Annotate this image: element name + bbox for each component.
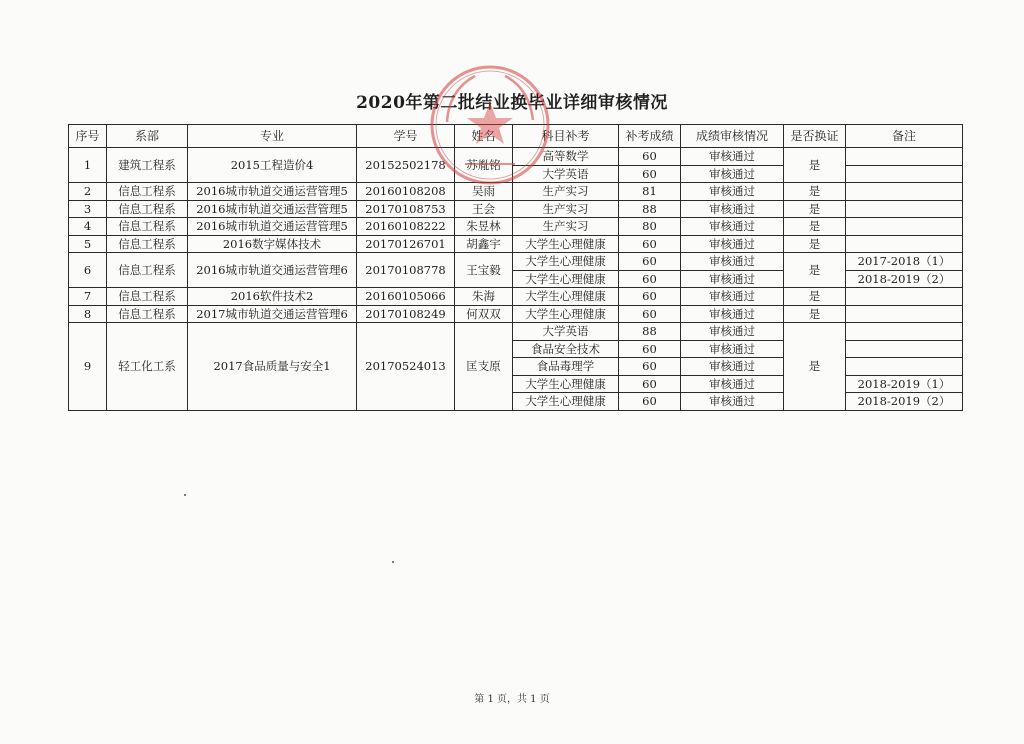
- document-title: 2020年第二批结业换毕业详细审核情况: [356, 93, 668, 113]
- cell-name: 王会: [455, 200, 513, 218]
- cell-major: 2017城市轨道交通运营管理6: [188, 305, 357, 323]
- cell-audit: 审核通过: [681, 305, 784, 323]
- cell-score: 60: [619, 288, 681, 306]
- cell-remark: [846, 305, 963, 323]
- cell-remark: [846, 235, 963, 253]
- cell-exchange: 是: [784, 305, 846, 323]
- cell-exchange: 是: [784, 253, 846, 288]
- cell-score: 81: [619, 183, 681, 201]
- cell-audit: 审核通过: [681, 323, 784, 341]
- cell-remark: [846, 183, 963, 201]
- cell-audit: 审核通过: [681, 183, 784, 201]
- cell-dept: 信息工程系: [107, 305, 188, 323]
- cell-subject: 大学英语: [513, 323, 619, 341]
- cell-student-id: 20152502178: [357, 148, 455, 183]
- cell-audit: 审核通过: [681, 288, 784, 306]
- cell-student-id: 20170126701: [357, 235, 455, 253]
- cell-audit: 审核通过: [681, 358, 784, 376]
- cell-remark: [846, 200, 963, 218]
- audit-table-body: [69, 148, 963, 411]
- page-footer: 第 1 页，共 1 页: [474, 694, 550, 705]
- cell-audit: 审核通过: [681, 165, 784, 183]
- scan-speck: [392, 561, 394, 563]
- header-student-id: 学号: [357, 125, 455, 148]
- cell-seq: 3: [69, 200, 107, 218]
- cell-score: 60: [619, 375, 681, 393]
- cell-audit: 审核通过: [681, 393, 784, 411]
- cell-student-id: 20170108249: [357, 305, 455, 323]
- cell-score: 60: [619, 148, 681, 166]
- cell-dept: 信息工程系: [107, 183, 188, 201]
- cell-seq: 5: [69, 235, 107, 253]
- cell-exchange: 是: [784, 288, 846, 306]
- cell-dept: 信息工程系: [107, 288, 188, 306]
- cell-audit: 审核通过: [681, 270, 784, 288]
- table-row: [69, 183, 963, 201]
- cell-seq: 4: [69, 218, 107, 236]
- header-audit: 成绩审核情况: [681, 125, 784, 148]
- cell-audit: 审核通过: [681, 148, 784, 166]
- cell-audit: 审核通过: [681, 253, 784, 271]
- cell-student-id: 20160108222: [357, 218, 455, 236]
- header-seq: 序号: [69, 125, 107, 148]
- table-row: [69, 200, 963, 218]
- cell-audit: 审核通过: [681, 340, 784, 358]
- cell-major: 2016城市轨道交通运营管理5: [188, 183, 357, 201]
- cell-score: 80: [619, 218, 681, 236]
- cell-dept: 信息工程系: [107, 253, 188, 288]
- header-score: 补考成绩: [619, 125, 681, 148]
- cell-remark: [846, 218, 963, 236]
- header-dept: 系部: [107, 125, 188, 148]
- cell-dept: 信息工程系: [107, 200, 188, 218]
- cell-score: 60: [619, 358, 681, 376]
- table-row: [69, 148, 963, 166]
- cell-dept: 建筑工程系: [107, 148, 188, 183]
- cell-remark: [846, 323, 963, 341]
- cell-subject: 大学生心理健康: [513, 253, 619, 271]
- cell-seq: 2: [69, 183, 107, 201]
- cell-exchange: 是: [784, 200, 846, 218]
- cell-major: 2017食品质量与安全1: [188, 323, 357, 411]
- cell-subject: 大学生心理健康: [513, 393, 619, 411]
- cell-score: 60: [619, 165, 681, 183]
- cell-exchange: 是: [784, 148, 846, 183]
- cell-student-id: 20170108778: [357, 253, 455, 288]
- cell-remark: [846, 165, 963, 183]
- cell-subject: 大学生心理健康: [513, 235, 619, 253]
- cell-subject: 生产实习: [513, 183, 619, 201]
- cell-subject: 大学英语: [513, 165, 619, 183]
- header-subject: 科目补考: [513, 125, 619, 148]
- cell-audit: 审核通过: [681, 218, 784, 236]
- cell-seq: 1: [69, 148, 107, 183]
- cell-remark: 2018-2019（2）: [846, 270, 963, 288]
- table-row: [69, 323, 963, 341]
- cell-name: 王宝毅: [455, 253, 513, 288]
- cell-score: 60: [619, 235, 681, 253]
- cell-subject: 大学生心理健康: [513, 375, 619, 393]
- cell-score: 88: [619, 200, 681, 218]
- cell-major: 2016城市轨道交通运营管理6: [188, 253, 357, 288]
- cell-exchange: 是: [784, 183, 846, 201]
- cell-major: 2016城市轨道交通运营管理5: [188, 200, 357, 218]
- cell-score: 60: [619, 253, 681, 271]
- cell-student-id: 20160108208: [357, 183, 455, 201]
- cell-dept: 信息工程系: [107, 235, 188, 253]
- cell-name: 匡支原: [455, 323, 513, 411]
- cell-seq: 8: [69, 305, 107, 323]
- cell-name: 朱海: [455, 288, 513, 306]
- cell-subject: 大学生心理健康: [513, 270, 619, 288]
- cell-seq: 7: [69, 288, 107, 306]
- cell-name: 胡鑫宇: [455, 235, 513, 253]
- header-remarks: 备注: [846, 125, 963, 148]
- cell-remark: [846, 288, 963, 306]
- header-row: [69, 125, 963, 148]
- header-name: 姓名: [455, 125, 513, 148]
- cell-score: 60: [619, 393, 681, 411]
- cell-subject: 食品安全技术: [513, 340, 619, 358]
- scan-speck: [184, 494, 186, 496]
- cell-remark: 2018-2019（1）: [846, 375, 963, 393]
- cell-name: 朱昱林: [455, 218, 513, 236]
- cell-subject: 大学生心理健康: [513, 288, 619, 306]
- cell-name: 何双双: [455, 305, 513, 323]
- header-major: 专业: [188, 125, 357, 148]
- header-exchange: 是否换证: [784, 125, 846, 148]
- cell-exchange: 是: [784, 323, 846, 411]
- audit-table: [68, 124, 963, 411]
- table-row: [69, 235, 963, 253]
- cell-student-id: 20160105066: [357, 288, 455, 306]
- table-row: [69, 253, 963, 271]
- cell-audit: 审核通过: [681, 200, 784, 218]
- table-row: [69, 305, 963, 323]
- cell-remark: 2017-2018（1）: [846, 253, 963, 271]
- cell-dept: 信息工程系: [107, 218, 188, 236]
- cell-score: 88: [619, 323, 681, 341]
- table-row: [69, 218, 963, 236]
- cell-subject: 高等数学: [513, 148, 619, 166]
- cell-exchange: 是: [784, 218, 846, 236]
- cell-student-id: 20170524013: [357, 323, 455, 411]
- cell-audit: 审核通过: [681, 235, 784, 253]
- cell-name: 吴雨: [455, 183, 513, 201]
- cell-audit: 审核通过: [681, 375, 784, 393]
- cell-major: 2016软件技术2: [188, 288, 357, 306]
- cell-exchange: 是: [784, 235, 846, 253]
- cell-major: 2016数字媒体技术: [188, 235, 357, 253]
- cell-remark: [846, 340, 963, 358]
- cell-name: 苏胤铭: [455, 148, 513, 183]
- cell-subject: 生产实习: [513, 200, 619, 218]
- cell-score: 60: [619, 270, 681, 288]
- cell-subject: 大学生心理健康: [513, 305, 619, 323]
- cell-subject: 生产实习: [513, 218, 619, 236]
- cell-subject: 食品毒理学: [513, 358, 619, 376]
- cell-remark: [846, 358, 963, 376]
- cell-remark: 2018-2019（2）: [846, 393, 963, 411]
- cell-dept: 轻工化工系: [107, 323, 188, 411]
- cell-seq: 9: [69, 323, 107, 411]
- cell-score: 60: [619, 340, 681, 358]
- cell-remark: [846, 148, 963, 166]
- cell-score: 60: [619, 305, 681, 323]
- cell-seq: 6: [69, 253, 107, 288]
- cell-major: 2015工程造价4: [188, 148, 357, 183]
- table-row: [69, 288, 963, 306]
- cell-major: 2016城市轨道交通运营管理5: [188, 218, 357, 236]
- cell-student-id: 20170108753: [357, 200, 455, 218]
